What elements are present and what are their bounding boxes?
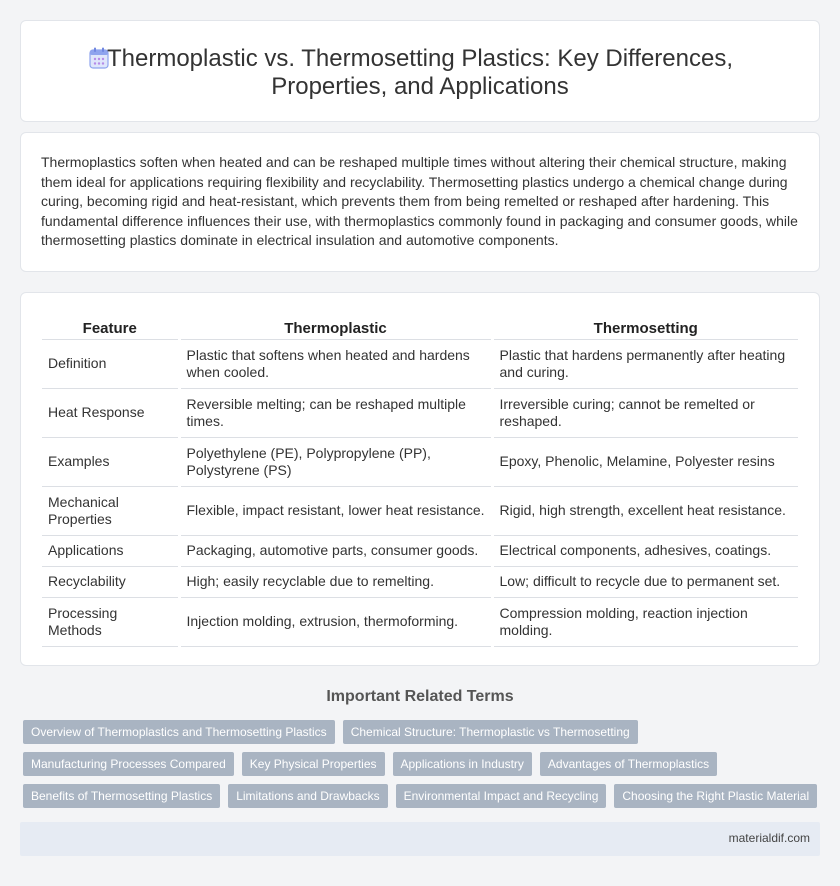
table-row — [42, 437, 798, 486]
thermosetting-cell: Compression molding, reaction injection molding. — [492, 597, 798, 646]
related-term-tag[interactable]: Advantages of Thermoplastics — [540, 752, 717, 776]
related-term-tag[interactable]: Limitations and Drawbacks — [228, 784, 387, 808]
feature-cell: Applications — [42, 535, 179, 566]
table-row — [42, 486, 798, 535]
header-thermosetting: Thermosetting — [492, 313, 798, 339]
related-term-tag[interactable]: Applications in Industry — [393, 752, 532, 776]
feature-cell: Processing Methods — [42, 597, 179, 646]
intro-paragraph: Thermoplastics soften when heated and can be reshaped multiple times without altering their chemical structure, making them ideal for applications requiring flexibility and recyclability. Thermosetting plastics undergo a chemical change during curing, becoming rigid and heat-resistant, which prevents them from being remelted or reshaped after hardening. This fundamental difference influences their use, with thermoplastics commonly found in packaging and consumer goods, while thermosetting plastics dominate in electrical insulation and automotive components. — [41, 154, 798, 248]
thermoplastic-cell: Reversible melting; can be reshaped multiple times. — [179, 388, 492, 437]
header-card — [20, 20, 820, 122]
related-term-tag[interactable]: Manufacturing Processes Compared — [23, 752, 234, 776]
tag-row — [23, 784, 823, 808]
table-row — [42, 597, 798, 646]
related-term-tag[interactable]: Environmental Impact and Recycling — [396, 784, 607, 808]
thermoplastic-cell: Packaging, automotive parts, consumer goods. — [179, 535, 492, 566]
feature-cell: Definition — [42, 339, 179, 388]
thermoplastic-cell: Injection molding, extrusion, thermoforming. — [179, 597, 492, 646]
table-row — [42, 339, 798, 388]
table-row — [42, 535, 798, 566]
related-term-tag[interactable]: Benefits of Thermosetting Plastics — [23, 784, 220, 808]
header-thermoplastic: Thermoplastic — [179, 313, 492, 339]
related-terms-heading: Important Related Terms — [326, 688, 514, 705]
thermosetting-cell: Rigid, high strength, excellent heat resistance. — [492, 486, 798, 535]
thermoplastic-cell: Flexible, impact resistant, lower heat resistance. — [179, 486, 492, 535]
table-header-row — [42, 313, 798, 339]
thermoplastic-cell: High; easily recyclable due to remelting. — [179, 566, 492, 597]
feature-cell: Recyclability — [42, 566, 179, 597]
intro-card — [20, 132, 820, 272]
related-term-tag[interactable]: Key Physical Properties — [242, 752, 385, 776]
footer-site-name: materialdif.com — [728, 831, 810, 845]
thermosetting-cell: Epoxy, Phenolic, Melamine, Polyester resins — [492, 437, 798, 486]
related-term-tag[interactable]: Choosing the Right Plastic Material — [614, 784, 817, 808]
comparison-table — [42, 313, 798, 647]
related-term-tag[interactable]: Overview of Thermoplastics and Thermosetting Plastics — [23, 720, 335, 744]
thermoplastic-cell: Polyethylene (PE), Polypropylene (PP), Polystyrene (PS) — [179, 437, 492, 486]
thermosetting-cell: Plastic that hardens permanently after heating and curing. — [492, 339, 798, 388]
table-row — [42, 566, 798, 597]
feature-cell: Heat Response — [42, 388, 179, 437]
footer — [20, 822, 820, 856]
tag-row — [23, 752, 823, 776]
thermosetting-cell: Irreversible curing; cannot be remelted or reshaped. — [492, 388, 798, 437]
table-row — [42, 388, 798, 437]
feature-cell: Examples — [42, 437, 179, 486]
thermosetting-cell: Low; difficult to recycle due to permanent set. — [492, 566, 798, 597]
page-title: Thermoplastic vs. Thermosetting Plastics: Key Differences, Properties, and Applications — [106, 45, 733, 100]
related-term-tag[interactable]: Chemical Structure: Thermoplastic vs Thermosetting — [343, 720, 638, 744]
comparison-table-card — [20, 292, 820, 666]
tag-row — [23, 720, 823, 744]
thermosetting-cell: Electrical components, adhesives, coatings. — [492, 535, 798, 566]
header-feature: Feature — [42, 313, 179, 339]
feature-cell: Mechanical Properties — [42, 486, 179, 535]
related-terms-tags — [23, 720, 823, 816]
thermoplastic-cell: Plastic that softens when heated and hardens when cooled. — [179, 339, 492, 388]
